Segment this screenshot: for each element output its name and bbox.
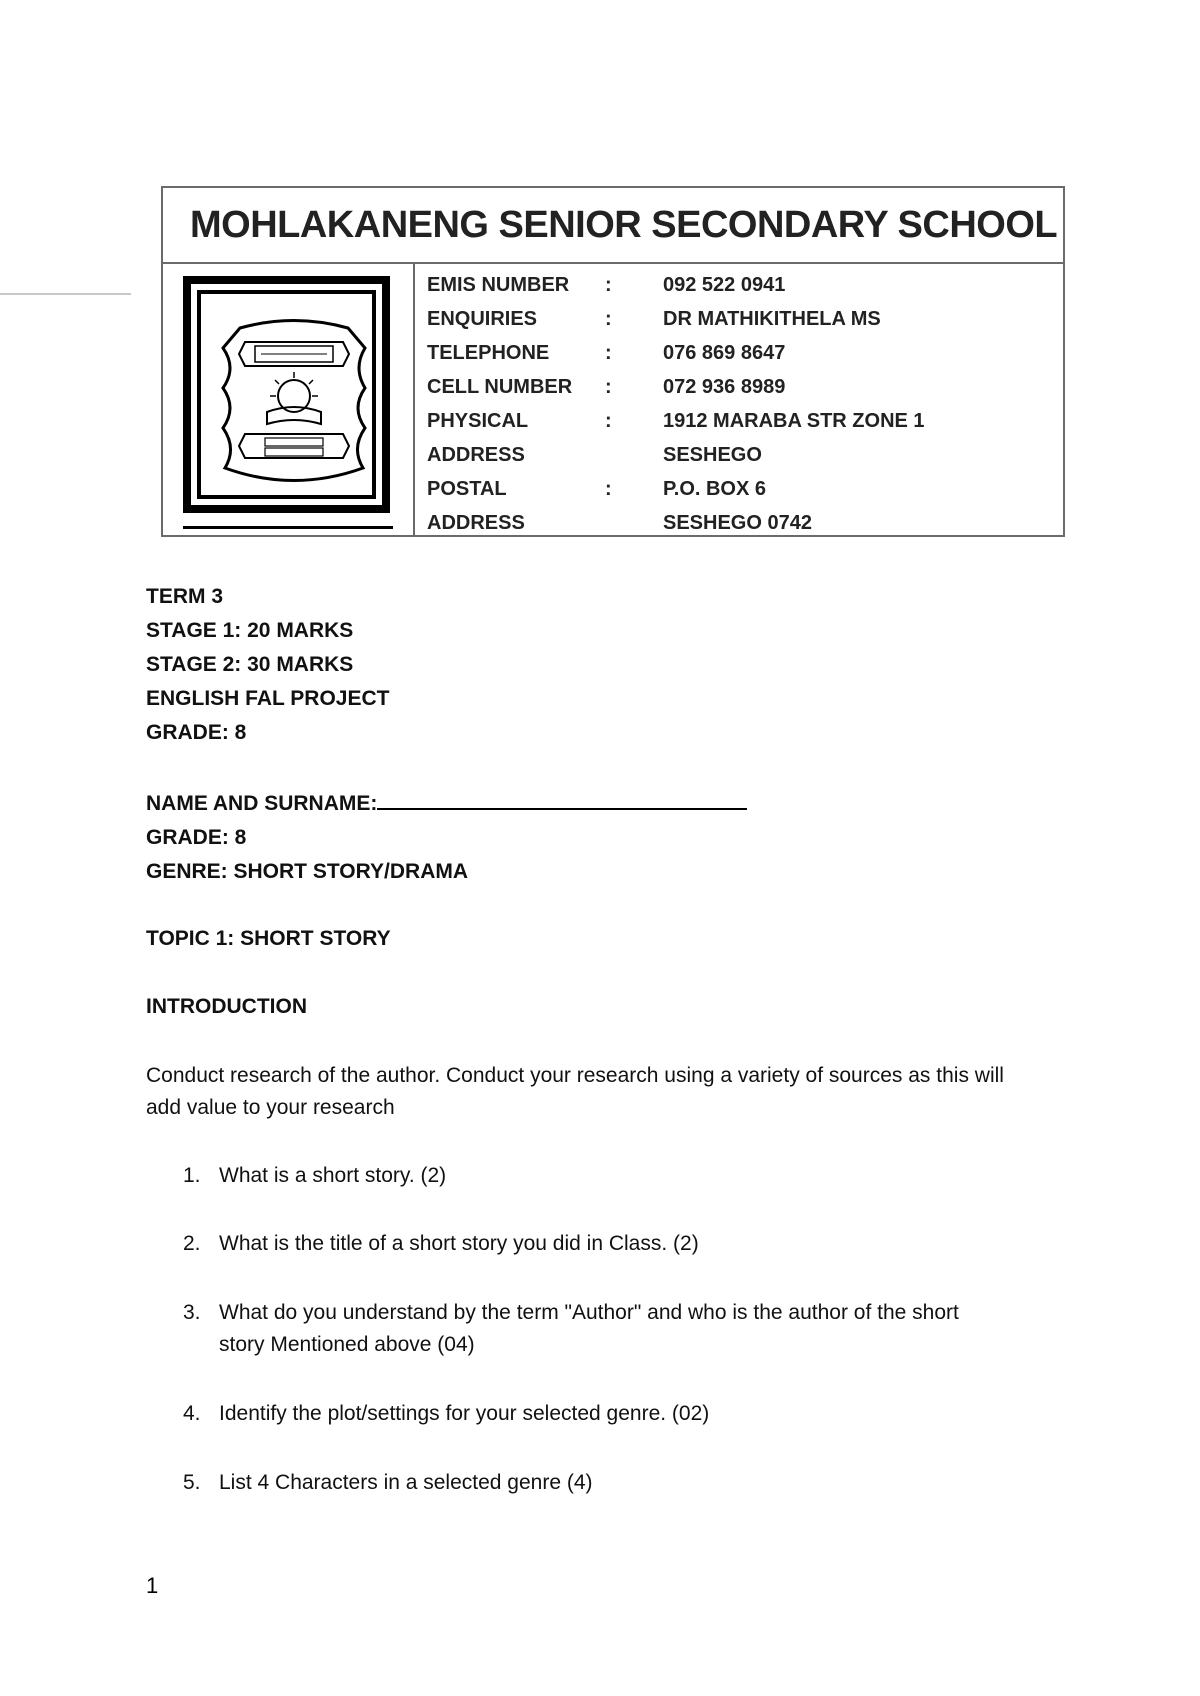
question-text: Identify the plot/settings for your selected genre. (02) bbox=[219, 1402, 710, 1425]
question-item bbox=[183, 1467, 1003, 1499]
name-label: NAME AND SURNAME: bbox=[146, 792, 378, 815]
info-row: ADDRESS SESHEGO bbox=[427, 444, 762, 466]
info-row: PHYSICAL : 1912 MARABA STR ZONE 1 bbox=[427, 410, 925, 432]
question-item bbox=[183, 1228, 1003, 1260]
introduction-text: Conduct research of the author. Conduct your research using a variety of sources as this will add value to your research bbox=[146, 1064, 1004, 1119]
stage2-label: STAGE 2: 30 MARKS bbox=[146, 653, 354, 676]
question-number: 5. bbox=[183, 1471, 201, 1494]
student-details bbox=[146, 784, 747, 889]
stage1-label: STAGE 1: 20 MARKS bbox=[146, 619, 354, 642]
info-row: EMIS NUMBER : 092 522 0941 bbox=[427, 274, 786, 296]
question-text: List 4 Characters in a selected genre (4) bbox=[219, 1471, 593, 1494]
info-row: CELL NUMBER : 072 936 8989 bbox=[427, 376, 786, 398]
school-name: MOHLAKANENG SENIOR SECONDARY SCHOOL bbox=[163, 188, 1063, 264]
info-row: TELEPHONE : 076 869 8647 bbox=[427, 342, 786, 364]
question-text: What is the title of a short story you did in Class. (2) bbox=[219, 1232, 699, 1255]
grade-label: GRADE: 8 bbox=[146, 721, 247, 744]
question-number: 3. bbox=[183, 1301, 201, 1324]
project-label: ENGLISH FAL PROJECT bbox=[146, 687, 390, 710]
info-row: ENQUIRIES : DR MATHIKITHELA MS bbox=[427, 308, 881, 330]
project-details bbox=[146, 580, 389, 750]
question-item bbox=[183, 1398, 1003, 1430]
page-number: 1 bbox=[146, 1573, 159, 1598]
student-grade-label: GRADE: 8 bbox=[146, 826, 247, 849]
info-row: POSTAL : P.O. BOX 6 bbox=[427, 478, 767, 500]
logo-cell bbox=[163, 264, 415, 535]
name-field-row bbox=[146, 784, 747, 821]
school-crest-icon bbox=[215, 308, 373, 490]
question-text: What do you understand by the term "Author" and who is the author of the short story Mentioned above (04) bbox=[219, 1301, 959, 1356]
school-crest-frame bbox=[183, 276, 390, 513]
question-item bbox=[183, 1160, 1003, 1192]
genre-label: GENRE: SHORT STORY/DRAMA bbox=[146, 860, 469, 883]
question-text: What is a short story. (2) bbox=[219, 1164, 447, 1187]
question-number: 1. bbox=[183, 1164, 201, 1187]
info-row: ADDRESS SESHEGO 0742 bbox=[427, 512, 812, 534]
introduction-heading: INTRODUCTION bbox=[146, 995, 307, 1018]
term-label: TERM 3 bbox=[146, 585, 224, 608]
topic-heading: TOPIC 1: SHORT STORY bbox=[146, 927, 391, 950]
stray-line bbox=[0, 293, 131, 295]
school-letterhead bbox=[161, 186, 1065, 537]
question-number: 4. bbox=[183, 1402, 201, 1425]
name-input-line[interactable] bbox=[377, 784, 747, 810]
question-number: 2. bbox=[183, 1232, 201, 1255]
question-item bbox=[183, 1297, 1003, 1361]
school-contact-info bbox=[425, 270, 1053, 535]
